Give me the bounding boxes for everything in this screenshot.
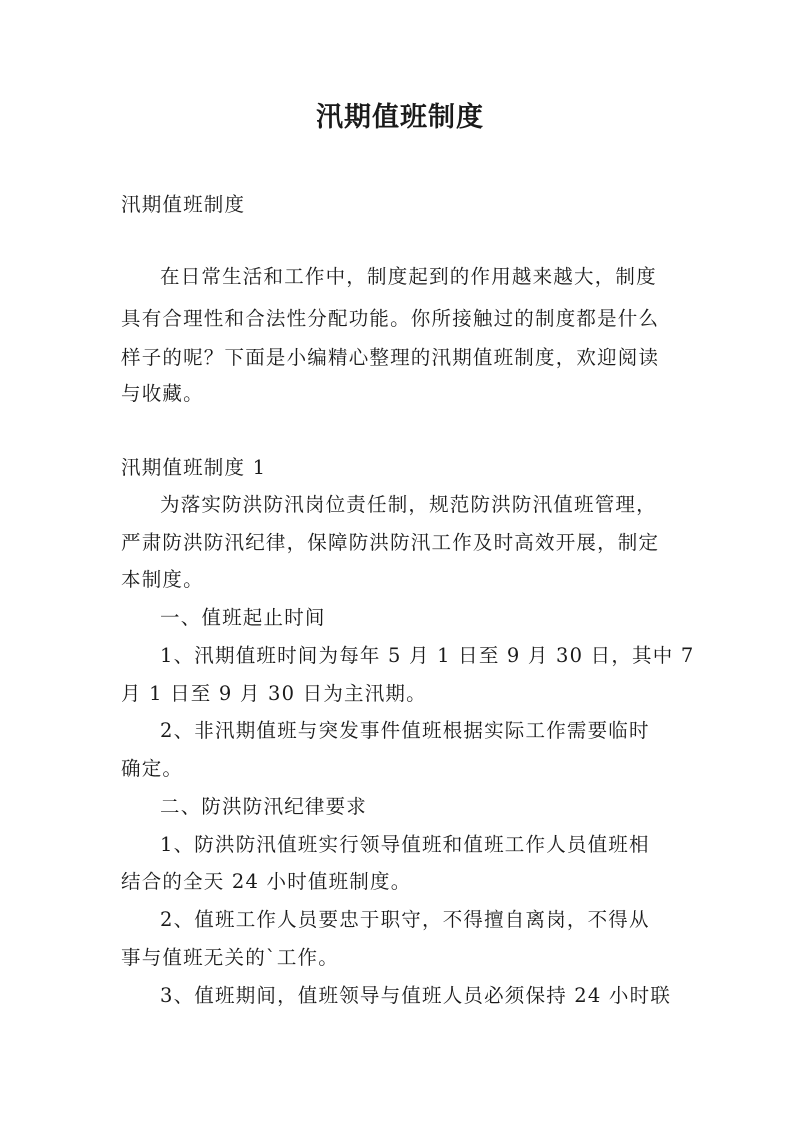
body-line: 2、值班工作人员要忠于职守，不得擅自离岗，不得从	[160, 908, 650, 931]
body-line: 1、汛期值班时间为每年 5 月 1 日至 9 月 30 日，其中 7	[160, 644, 695, 667]
body-line: 1、防洪防汛值班实行领导值班和值班工作人员值班相	[160, 833, 650, 856]
body-line: 事与值班无关的`工作。	[121, 946, 339, 969]
document-subtitle: 汛期值班制度	[121, 193, 246, 216]
body-line: 3、值班期间，值班领导与值班人员必须保持 24 小时联	[160, 984, 672, 1007]
intro-line: 与收藏。	[121, 382, 204, 405]
body-line: 2、非汛期值班与突发事件值班根据实际工作需要临时	[160, 719, 650, 742]
section-heading: 汛期值班制度 1	[121, 456, 267, 479]
intro-line: 具有合理性和合法性分配功能。你所接触过的制度都是什么	[121, 307, 660, 330]
intro-line: 在日常生活和工作中，制度起到的作用越来越大，制度	[160, 265, 657, 288]
document-title: 汛期值班制度	[316, 102, 484, 133]
body-line: 结合的全天 24 小时值班制度。	[121, 870, 412, 893]
body-line: 本制度。	[121, 568, 204, 591]
body-line: 为落实防洪防汛岗位责任制，规范防洪防汛值班管理，	[160, 493, 657, 516]
body-heading: 二、防洪防汛纪律要求	[160, 795, 368, 818]
body-line: 确定。	[121, 757, 184, 780]
body-line: 严肃防洪防汛纪律，保障防洪防汛工作及时高效开展，制定	[121, 531, 660, 554]
intro-line: 样子的呢？下面是小编精心整理的汛期值班制度，欢迎阅读	[121, 346, 660, 369]
body-heading: 一、值班起止时间	[160, 606, 326, 629]
body-line: 月 1 日至 9 月 30 日为主汛期。	[121, 682, 427, 705]
